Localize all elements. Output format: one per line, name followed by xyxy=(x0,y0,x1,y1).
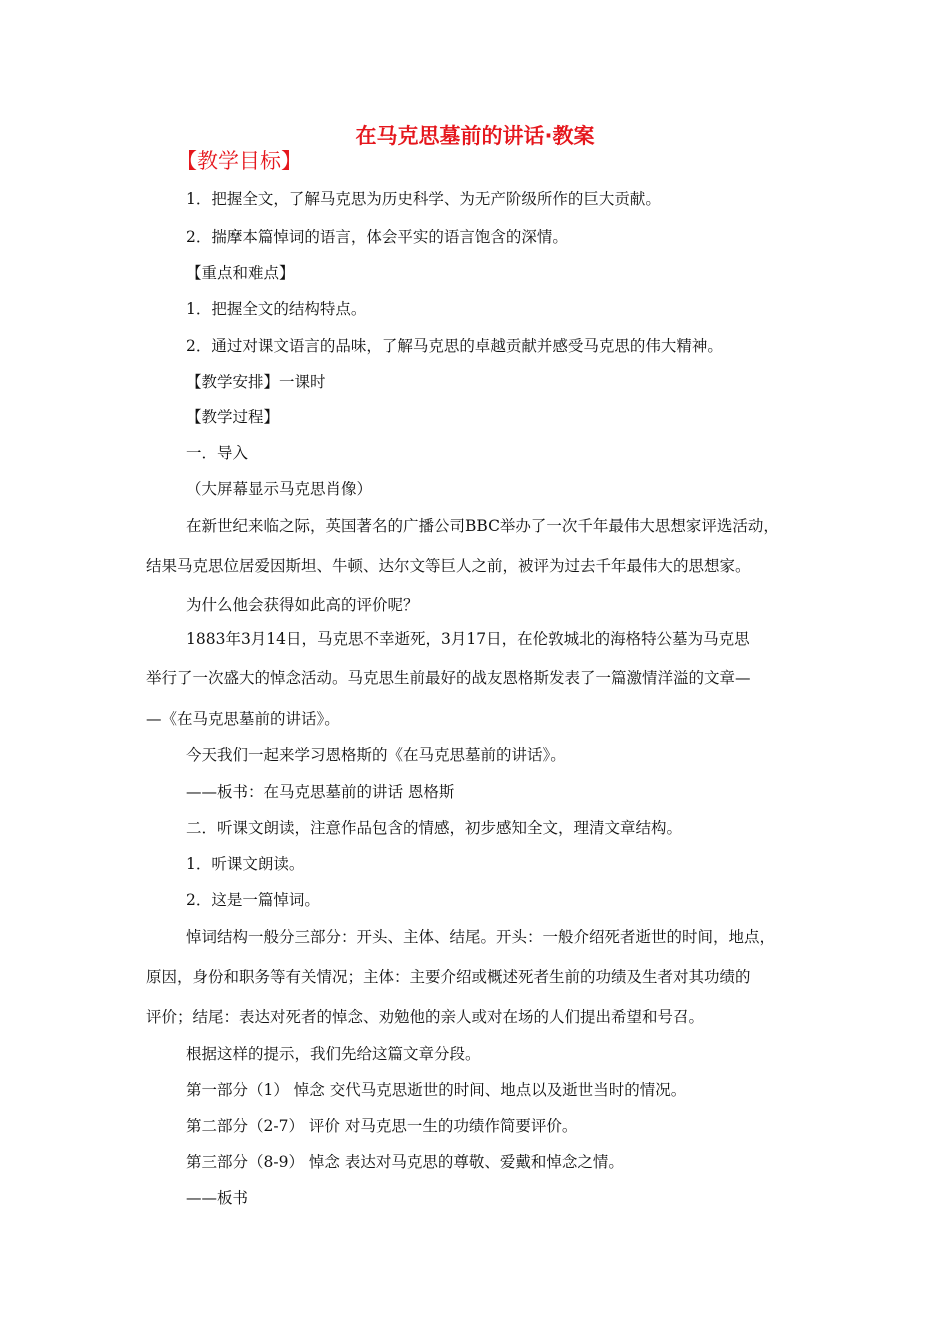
paragraph-line: 1．听课文朗读。 xyxy=(186,855,305,873)
paragraph-line: 1883年3月14日，马克思不幸逝死，3月17日，在伦敦城北的海格特公墓为马克思 xyxy=(186,630,750,648)
paragraph-line: 评价；结尾：表达对死者的悼念、劝勉他的亲人或对在场的人们提出希望和号召。 xyxy=(146,1008,705,1026)
paragraph-line: 原因，身份和职务等有关情况；主体：主要介绍或概述死者生前的功绩及生者对其功绩的 xyxy=(146,968,751,986)
paragraph-line: 第三部分（8-9） 悼念 表达对马克思的尊敬、爱戴和悼念之情。 xyxy=(186,1153,624,1171)
paragraph-line: ——板书 xyxy=(186,1189,249,1207)
paragraph-line: —《在马克思墓前的讲话》。 xyxy=(146,710,340,728)
paragraph-line: 举行了一次盛大的悼念活动。马克思生前最好的战友恩格斯发表了一篇激情洋溢的文章— xyxy=(146,669,751,687)
section-heading: 【重点和难点】 xyxy=(186,264,295,282)
paragraph-line: 第二部分（2-7） 评价 对马克思一生的功绩作简要评价。 xyxy=(186,1117,578,1135)
document-title: 在马克思墓前的讲话·教案 xyxy=(355,124,595,148)
paragraph-line: 悼词结构一般分三部分：开头、主体、结尾。开头：一般介绍死者逝世的时间，地点， xyxy=(186,928,776,946)
text-line: 一．导入 xyxy=(186,444,249,462)
teaching-objectives-heading: 【教学目标】 xyxy=(176,149,302,173)
text-line: 2．揣摩本篇悼词的语言，体会平实的语言饱含的深情。 xyxy=(186,228,568,246)
paragraph-line: 第一部分（1） 悼念 交代马克思逝世的时间、地点以及逝世当时的情况。 xyxy=(186,1081,687,1099)
paragraph-line: 根据这样的提示，我们先给这篇文章分段。 xyxy=(186,1045,481,1063)
paragraph-line: 二．听课文朗读，注意作品包含的情感，初步感知全文，理清文章结构。 xyxy=(186,819,683,837)
paragraph-line: 为什么他会获得如此高的评价呢？ xyxy=(186,596,419,614)
paragraph-line: 结果马克思位居爱因斯坦、牛顿、达尔文等巨人之前，被评为过去千年最伟大的思想家。 xyxy=(146,557,751,575)
text-line: 1．把握全文，了解马克思为历史科学、为无产阶级所作的巨大贡献。 xyxy=(186,190,661,208)
section-heading: 【教学过程】 xyxy=(186,408,280,426)
paragraph-line: 今天我们一起来学习恩格斯的《在马克思墓前的讲话》。 xyxy=(186,746,566,764)
paragraph-line: 2．这是一篇悼词。 xyxy=(186,891,320,909)
paragraph-line: 在新世纪来临之际，英国著名的广播公司BBC举办了一次千年最伟大思想家评选活动， xyxy=(186,517,779,535)
text-line: （大屏幕显示马克思肖像） xyxy=(186,480,373,498)
section-heading: 【教学安排】一课时 xyxy=(186,373,326,391)
paragraph-line: ——板书：在马克思墓前的讲话 恩格斯 xyxy=(186,783,455,801)
text-line: 2．通过对课文语言的品味，了解马克思的卓越贡献并感受马克思的伟大精神。 xyxy=(186,337,723,355)
text-line: 1．把握全文的结构特点。 xyxy=(186,300,367,318)
